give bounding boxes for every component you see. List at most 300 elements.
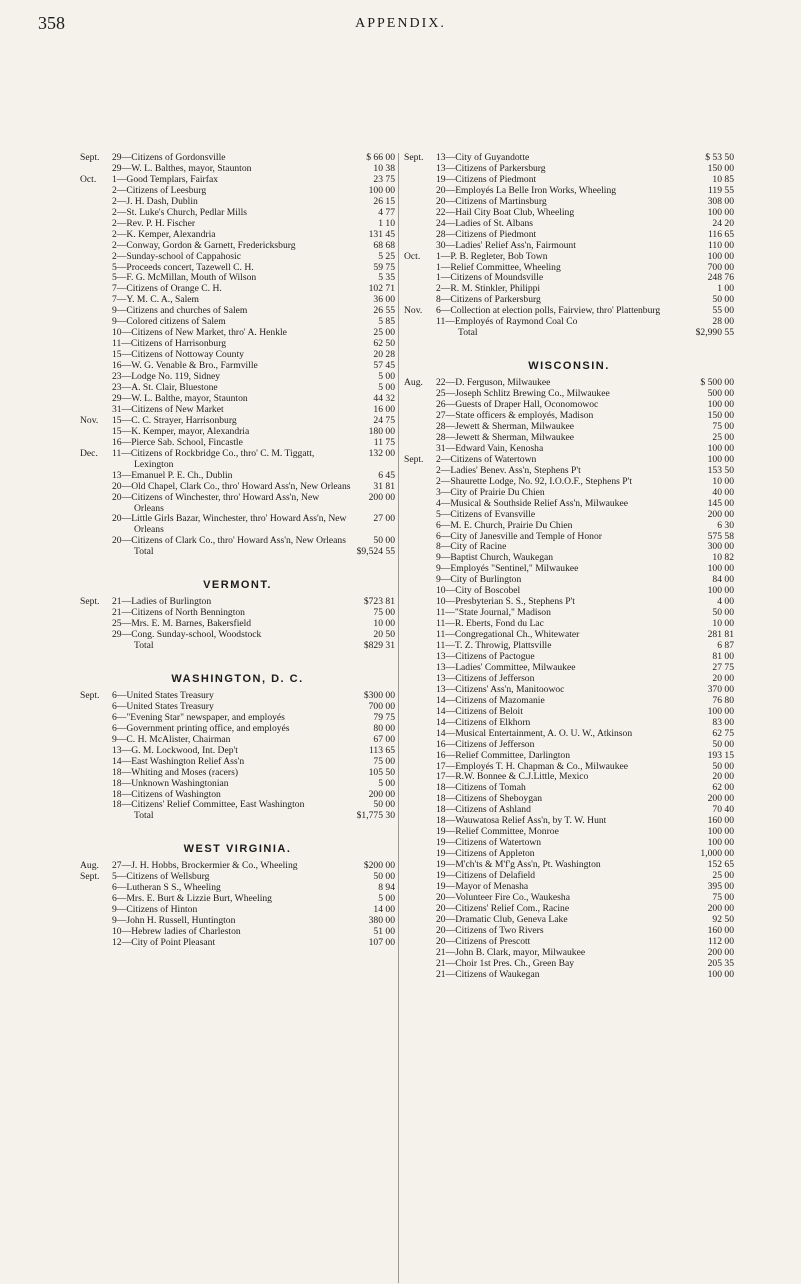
entry-donor: 23—Lodge No. 119, Sidney: [112, 371, 221, 383]
entry-donor: 19—Mayor of Menasha: [436, 881, 529, 892]
entry-donor: 19—M'ch'ts & M'f'g Ass'n, Pt. Washington: [436, 859, 601, 871]
entry-amount: 50 00: [712, 760, 734, 772]
total-row: [80, 547, 395, 558]
entry-amount: 75 00: [373, 755, 395, 767]
entry-amount: 11 75: [373, 436, 395, 448]
entry-donor: 3—City of Prairie Du Chien: [436, 486, 545, 498]
entry-donor: 11—T. Z. Throwig, Plattsville: [436, 640, 552, 652]
entry-amount: 70 40: [712, 804, 734, 816]
entry-donor: 7—Y. M. C. A., Salem: [112, 294, 199, 306]
entry-donor: 20—Dramatic Club, Geneva Lake: [436, 913, 568, 925]
entry-row: [404, 959, 734, 970]
entry-amount: 4 77: [378, 206, 395, 218]
state-heading: WEST VIRGINIA.: [183, 843, 292, 856]
entry-amount: 100 00: [707, 826, 734, 838]
total-label: Total: [134, 810, 154, 822]
entry-amount: 6 30: [717, 519, 734, 531]
entry-donor: 20—Citizens of Martinsburg: [436, 195, 547, 207]
entry-amount: 62 75: [712, 727, 734, 739]
entry-amount: 100 00: [368, 184, 395, 196]
entry-donor: 9—C. H. McAlister, Chairman: [112, 733, 231, 745]
entry-donor: 19—Relief Committee, Monroe: [436, 826, 559, 838]
entry-amount: 100 00: [707, 705, 734, 717]
entry-row: [404, 488, 734, 499]
entry-amount: 44 32: [373, 392, 395, 404]
entry-amount: $200 00: [363, 860, 395, 872]
entry-amount: 50 00: [373, 871, 395, 883]
entry-donor: 16—Citizens of Jefferson: [436, 738, 535, 750]
entry-amount: 25 00: [712, 431, 734, 443]
entry-amount: $ 66 00: [366, 152, 395, 163]
entry-amount: 23 75: [373, 173, 395, 185]
entry-donor: 20—Volunteer Fire Co., Waukesha: [436, 891, 570, 903]
entry-donor: 17—R.W. Bonnee & C.J.Little, Mexico: [436, 771, 589, 783]
entry-donor: 1—P. B. Regleter, Bob Town: [436, 250, 548, 262]
entry-donor: 11—Employés of Raymond Coal Co: [436, 316, 578, 328]
entry-row: [404, 230, 734, 241]
entry-donor: 9—Employés "Sentinel," Milwaukee: [436, 563, 579, 575]
entry-donor: 6—Mrs. E. Burt & Lizzie Burt, Wheeling: [112, 893, 272, 905]
entry-amount: 67 00: [373, 733, 395, 745]
entry-donor: 11—R. Eberts, Fond du Lac: [436, 618, 544, 630]
entry-month: Nov.: [404, 306, 423, 317]
entry-amount: 28 00: [712, 316, 734, 328]
entry-row: [80, 493, 395, 515]
entry-donor: 10—Hebrew ladies of Charleston: [112, 926, 241, 938]
entry-amount: 50 00: [712, 294, 734, 306]
entry-donor: 2—K. Kemper, Alexandria: [112, 228, 216, 240]
entry-donor: 18—Wauwatosa Relief Ass'n, by T. W. Hunt: [436, 815, 607, 827]
entry-amount: 40 00: [712, 486, 734, 498]
entry-amount: 380 00: [368, 915, 395, 927]
entry-donor: 10—Citizens of New Market, thro' A. Henkle: [112, 327, 287, 339]
entry-amount: $723 81: [363, 596, 395, 608]
entry-donor: 12—City of Point Pleasant: [112, 937, 216, 948]
entry-donor: 6—"Evening Star" newspaper, and employés: [112, 711, 285, 723]
entry-amount: 80 00: [373, 722, 395, 734]
entry-amount: 26 15: [373, 195, 395, 207]
entry-donor: 24—Ladies of St. Albans: [436, 217, 533, 229]
total-amount: $1,775 30: [356, 810, 395, 822]
entry-amount: 100 00: [707, 837, 734, 849]
entry-row: [80, 449, 395, 471]
entry-amount: $ 500 00: [700, 377, 734, 389]
entry-month: Sept.: [404, 153, 424, 163]
entry-donor: 21—Choir 1st Pres. Ch., Green Bay: [436, 957, 575, 969]
entry-amount: 395 00: [707, 881, 734, 892]
entry-amount: 200 00: [707, 508, 734, 520]
entry-row: [404, 718, 734, 729]
entry-donor: 15—K. Kemper, mayor, Alexandria: [112, 425, 250, 437]
entry-amount: 150 00: [707, 410, 734, 422]
entry-donor: 29—W. L. Balthe, mayor, Staunton: [112, 392, 248, 404]
entry-donor: 18—Citizens of Tomah: [436, 782, 526, 794]
running-head: APPENDIX.: [355, 16, 446, 31]
entry-amount: 20 00: [712, 672, 734, 684]
entry-donor: 13—City of Guyandotte: [436, 152, 530, 163]
entry-amount: 83 00: [712, 716, 734, 728]
entry-donor: 11—Congregational Ch., Whitewater: [436, 629, 580, 641]
entry-amount: 119 55: [707, 184, 734, 196]
entry-donor: 22—Hail City Boat Club, Wheeling: [436, 206, 575, 218]
entry-donor: 20—Citizens of Winchester, thro' Howard Ass'n, New Orleans: [112, 491, 320, 514]
entry-donor: 13—Citizens of Parkersburg: [436, 162, 546, 174]
page-number: 358: [38, 13, 65, 33]
total-amount: $829 31: [363, 640, 395, 652]
entry-donor: 6—United States Treasury: [112, 700, 214, 712]
entry-amount: 16 00: [373, 403, 395, 415]
entry-donor: 27—State officers & employés, Madison: [436, 410, 594, 422]
entry-amount: 100 00: [707, 968, 734, 980]
entry-donor: 2—Conway, Gordon & Garnett, Fredericksburg: [112, 239, 296, 251]
entry-amount: 10 82: [712, 552, 734, 564]
entry-donor: 21—Ladies of Burlington: [112, 596, 212, 608]
total-row: [80, 811, 395, 822]
entry-donor: 9—Baptist Church, Waukegan: [436, 552, 554, 564]
entry-donor: 25—Mrs. E. M. Barnes, Bakersfield: [112, 618, 252, 630]
entry-donor: 18—Citizens of Washington: [112, 788, 221, 800]
entry-amount: 50 00: [373, 799, 395, 811]
entry-donor: 29—Citizens of Gordonsville: [112, 152, 226, 163]
entry-amount: 193 15: [707, 749, 734, 761]
entry-amount: 1 00: [717, 283, 734, 295]
entry-row: [404, 751, 734, 762]
entry-donor: 16—Relief Committee, Darlington: [436, 749, 571, 761]
entry-amount: 76 80: [712, 694, 734, 706]
entry-donor: 16—Pierce Sab. School, Fincastle: [112, 436, 243, 448]
entry-donor: 2—R. M. Stinkler, Philippi: [436, 283, 541, 295]
entry-row: [404, 729, 734, 740]
entry-amount: 50 00: [712, 738, 734, 750]
entry-amount: 50 00: [373, 535, 395, 547]
entry-month: Oct.: [404, 251, 421, 262]
entry-amount: 84 00: [712, 574, 734, 586]
total-amount: $2,990 55: [695, 327, 734, 339]
entry-amount: 31 81: [373, 480, 395, 492]
entry-row: [80, 536, 395, 547]
entry-donor: 20—Citizens' Relief Com., Racine: [436, 902, 570, 914]
entry-amount: 1 10: [378, 217, 395, 229]
entry-donor: 6—City of Janesville and Temple of Honor: [436, 530, 602, 542]
entry-amount: 100 00: [707, 585, 734, 597]
entry-donor: 9—City of Burlington: [436, 574, 522, 586]
entry-row: [404, 510, 734, 521]
entry-donor: 9—John H. Russell, Huntington: [112, 915, 236, 927]
entry-donor: 9—Citizens and churches of Salem: [112, 305, 248, 317]
entry-donor: 11—Citizens of Harrisonburg: [112, 338, 227, 350]
entry-donor: 21—Citizens of North Bennington: [112, 607, 245, 619]
entry-amount: 24 20: [712, 217, 734, 229]
entry-amount: 14 00: [373, 904, 395, 916]
entry-amount: 6 45: [378, 469, 395, 481]
entry-donor: 5—Proceeds concert, Tazewell C. H.: [112, 261, 254, 273]
entry-amount: 107 00: [368, 937, 395, 948]
entry-amount: 160 00: [707, 924, 734, 936]
entry-month: Sept.: [80, 597, 100, 608]
total-amount: $9,524 55: [356, 546, 395, 558]
entry-amount: 51 00: [373, 926, 395, 938]
entry-row: [80, 800, 395, 811]
entry-month: Aug.: [404, 378, 423, 389]
entry-row: [404, 317, 734, 328]
entry-amount: 500 00: [707, 388, 734, 400]
entry-donor: 18—Whiting and Moses (racers): [112, 766, 239, 778]
entry-donor: 20—Employés La Belle Iron Works, Wheeling: [436, 184, 617, 196]
entry-amount: 92 50: [712, 913, 734, 925]
entry-donor: 6—Government printing office, and employés: [112, 722, 290, 734]
entry-donor: 28—Jewett & Sherman, Milwaukee: [436, 420, 575, 432]
entry-donor: 2—Citizens of Leesburg: [112, 184, 207, 196]
entry-donor: 28—Jewett & Sherman, Milwaukee: [436, 431, 575, 443]
entry-donor: 18—Unknown Washingtonian: [112, 777, 229, 789]
entry-amount: 10 85: [712, 173, 734, 185]
entry-donor: 11—Citizens of Rockbridge Co., thro' C. M. Tiggatt, Lexington: [112, 447, 315, 470]
entry-row: [80, 768, 395, 779]
entry-amount: 57 45: [373, 360, 395, 372]
entry-donor: 11—"State Journal," Madison: [436, 607, 551, 619]
entry-donor: 31—Citizens of New Market: [112, 403, 224, 415]
entry-amount: 24 75: [373, 414, 395, 426]
entry-amount: 105 50: [368, 766, 395, 778]
entry-donor: 7—Citizens of Orange C. H.: [112, 283, 222, 295]
entry-donor: 27—J. H. Hobbs, Brockermier & Co., Wheeling: [112, 860, 298, 872]
entry-donor: 22—D. Ferguson, Milwaukee: [436, 377, 551, 389]
entry-row: [404, 241, 734, 252]
entry-row: [404, 521, 734, 532]
entry-amount: 200 00: [368, 491, 395, 503]
entry-row: [404, 740, 734, 751]
entry-donor: 5—F. G. McMillan, Mouth of Wilson: [112, 272, 257, 284]
entry-donor: 14—Citizens of Beloit: [436, 705, 523, 717]
entry-donor: 31—Edward Vain, Kenosha: [436, 442, 544, 454]
entry-amount: 281 81: [707, 629, 734, 641]
entry-donor: 20—Old Chapel, Clark Co., thro' Howard Ass'n, New Orleans: [112, 480, 351, 492]
entry-amount: 50 00: [712, 607, 734, 619]
entry-row: [80, 746, 395, 757]
entry-amount: 205 35: [707, 957, 734, 969]
entry-amount: 5 00: [378, 777, 395, 789]
entry-row: [404, 499, 734, 510]
entry-donor: 19—Citizens of Piedmont: [436, 173, 537, 185]
entry-donor: 26—Guests of Draper Hall, Oconomowoc: [436, 399, 599, 411]
entry-amount: 131 45: [368, 228, 395, 240]
entry-donor: 13—Citizens' Ass'n, Manitoowoc: [436, 683, 565, 695]
entry-amount: 102 71: [368, 283, 395, 295]
entry-donor: 18—Citizens of Sheboygan: [436, 793, 543, 805]
entry-amount: 36 00: [373, 294, 395, 306]
entry-row: [80, 471, 395, 482]
entry-amount: 132 00: [368, 447, 395, 459]
total-row: [404, 328, 734, 339]
entry-donor: 1—Citizens of Moundsville: [436, 272, 544, 284]
entry-donor: 13—G. M. Lockwood, Int. Dep't: [112, 744, 238, 756]
entry-donor: 20—Citizens of Prescott: [436, 935, 531, 947]
entry-month: Sept.: [404, 454, 424, 465]
entry-amount: 100 00: [707, 399, 734, 411]
entry-donor: 2—Ladies' Benev. Ass'n, Stephens P't: [436, 464, 581, 476]
entry-donor: 21—Citizens of Waukegan: [436, 968, 540, 980]
entry-amount: 308 00: [707, 195, 734, 207]
entry-donor: 6—United States Treasury: [112, 689, 214, 701]
entry-month: Sept.: [80, 690, 100, 701]
entry-row: [404, 252, 734, 263]
entry-amount: 113 65: [368, 744, 395, 756]
entry-amount: 5 85: [378, 316, 395, 328]
entry-donor: 25—Joseph Schlitz Brewing Co., Milwaukee: [436, 388, 610, 400]
entry-amount: 75 00: [373, 607, 395, 619]
entry-donor: 19—Citizens of Appleton: [436, 848, 535, 860]
total-label: Total: [458, 327, 478, 339]
entry-donor: 5—Citizens of Evansville: [436, 508, 536, 520]
entry-donor: 19—Citizens of Watertown: [436, 837, 542, 849]
left-column: [80, 153, 395, 949]
entry-donor: 14—Citizens of Mazomanie: [436, 694, 545, 706]
entry-amount: 59 75: [373, 261, 395, 273]
right-column: [404, 153, 734, 981]
total-label: Total: [134, 640, 154, 652]
entry-amount: 100 00: [707, 563, 734, 575]
entry-amount: 62 00: [712, 782, 734, 794]
entry-amount: 200 00: [707, 902, 734, 914]
entry-donor: 2—J. H. Dash, Dublin: [112, 195, 198, 207]
entry-amount: 27 75: [712, 661, 734, 673]
entry-amount: 20 00: [712, 771, 734, 783]
state-heading: VERMONT.: [203, 579, 272, 592]
entry-amount: 20 50: [373, 629, 395, 641]
entry-amount: 575 58: [707, 530, 734, 542]
entry-donor: 2—Sunday-school of Cappahosic: [112, 250, 241, 262]
entry-donor: 23—A. St. Clair, Bluestone: [112, 382, 218, 394]
entry-amount: 152 65: [707, 859, 734, 871]
entry-amount: 700 00: [368, 700, 395, 712]
entry-donor: 18—Citizens' Relief Committee, East Washington: [112, 799, 305, 811]
entry-donor: 1—Relief Committee, Wheeling: [436, 261, 561, 273]
entry-donor: 20—Citizens of Two Rivers: [436, 924, 544, 936]
entry-amount: 145 00: [707, 497, 734, 509]
column-divider: [398, 153, 399, 1283]
entry-amount: 100 00: [707, 453, 734, 465]
entry-donor: 6—M. E. Church, Prairie Du Chien: [436, 519, 573, 531]
entry-donor: 30—Ladies' Relief Ass'n, Fairmount: [436, 239, 576, 251]
entry-amount: 248 76: [707, 272, 734, 284]
entry-amount: 5 00: [378, 382, 395, 394]
entry-donor: 28—Citizens of Piedmont: [436, 228, 537, 240]
entry-amount: 10 00: [712, 475, 734, 487]
entry-amount: 27 00: [373, 513, 395, 525]
entry-amount: 200 00: [368, 788, 395, 800]
entry-donor: 21—John B. Clark, mayor, Milwaukee: [436, 946, 586, 958]
entry-amount: 100 00: [707, 206, 734, 218]
entry-amount: 200 00: [707, 793, 734, 805]
entry-donor: 10—Presbyterian S. S., Stephens P't: [436, 596, 575, 608]
entry-amount: 55 00: [712, 305, 734, 317]
entry-amount: 5 25: [378, 250, 395, 262]
total-label: Total: [134, 546, 154, 558]
entry-row: [80, 252, 395, 263]
entry-row: [80, 482, 395, 493]
entry-amount: 5 35: [378, 272, 395, 284]
entry-row: [80, 514, 395, 536]
entry-donor: 6—Lutheran S S., Wheeling: [112, 882, 221, 894]
entry-row: [80, 230, 395, 241]
entry-donor: 13—Ladies' Committee, Milwaukee: [436, 661, 576, 673]
entry-amount: 100 00: [707, 250, 734, 262]
entry-row: [80, 630, 395, 641]
entry-amount: 10 00: [373, 618, 395, 630]
entry-month: Aug.: [80, 861, 99, 872]
entry-amount: 4 00: [717, 596, 734, 608]
entry-donor: 19—Citizens of Delafield: [436, 870, 536, 882]
state-heading: WISCONSIN.: [528, 360, 610, 373]
entry-amount: 79 75: [373, 711, 395, 723]
entry-row: [80, 757, 395, 768]
entry-row: [80, 938, 395, 949]
entry-donor: 2—Citizens of Watertown: [436, 453, 537, 465]
entry-donor: 13—Citizens of Pactogue: [436, 650, 535, 662]
entry-donor: 5—Citizens of Wellsburg: [112, 871, 210, 883]
entry-donor: 16—W. G. Venable & Bro., Farmville: [112, 360, 258, 372]
entry-amount: 26 55: [373, 305, 395, 317]
entry-amount: 370 00: [707, 683, 734, 695]
entry-amount: 25 00: [712, 870, 734, 882]
entry-donor: 4—Musical & Southside Relief Ass'n, Milwaukee: [436, 497, 628, 509]
entry-amount: 300 00: [707, 541, 734, 553]
entry-row: [80, 241, 395, 252]
entry-donor: 2—St. Luke's Church, Pedlar Mills: [112, 206, 247, 218]
entry-donor: 29—W. L. Balthes, mayor, Staunton: [112, 162, 252, 174]
entry-donor: 8—City of Racine: [436, 541, 507, 553]
entry-amount: 1,000 00: [700, 848, 734, 860]
total-row: [80, 641, 395, 652]
entry-amount: 75 00: [712, 891, 734, 903]
entry-donor: 10—City of Boscobel: [436, 585, 521, 597]
entry-donor: 18—Citizens of Ashland: [436, 804, 531, 816]
entry-amount: 81 00: [712, 650, 734, 662]
entry-donor: 20—Citizens of Clark Co., thro' Howard Ass'n, New Orleans: [112, 535, 346, 547]
entry-amount: 180 00: [368, 425, 395, 437]
entry-month: Dec.: [80, 448, 98, 459]
entry-amount: 150 00: [707, 162, 734, 174]
entry-month: Sept.: [80, 153, 100, 163]
entry-donor: 9—Colored citizens of Salem: [112, 316, 226, 328]
entry-amount: 700 00: [707, 261, 734, 273]
entry-amount: 25 00: [373, 327, 395, 339]
entry-donor: 20—Little Girls Bazar, Winchester, thro' Howard Ass'n, New Orleans: [112, 513, 347, 536]
entry-amount: 8 94: [378, 882, 395, 894]
entry-amount: 6 87: [717, 640, 734, 652]
state-heading: WASHINGTON, D. C.: [171, 672, 304, 685]
entry-month: Oct.: [80, 174, 97, 185]
entry-amount: 200 00: [707, 946, 734, 958]
entry-amount: 5 00: [378, 371, 395, 383]
entry-month: Sept.: [80, 872, 100, 883]
entry-amount: 62 50: [373, 338, 395, 350]
entry-amount: 100 00: [707, 442, 734, 454]
entry-row: [404, 970, 734, 981]
entry-amount: 75 00: [712, 420, 734, 432]
entry-amount: 110 00: [707, 239, 734, 251]
entry-donor: 14—Citizens of Elkhorn: [436, 716, 531, 728]
entry-donor: 15—C. C. Strayer, Harrisonburg: [112, 414, 237, 426]
entry-donor: 29—Cong. Sunday-school, Woodstock: [112, 629, 262, 641]
entry-amount: 10 00: [712, 618, 734, 630]
entry-amount: $ 53 50: [705, 152, 734, 163]
entry-donor: 8—Citizens of Parkersburg: [436, 294, 541, 306]
entry-donor: 6—Collection at election polls, Fairview, thro' Plattenburg: [436, 305, 661, 317]
entry-donor: 14—Musical Entertainment, A. O. U. W., Atkinson: [436, 727, 633, 739]
entry-donor: 9—Citizens of Hinton: [112, 904, 198, 916]
entry-amount: 116 65: [707, 228, 734, 240]
